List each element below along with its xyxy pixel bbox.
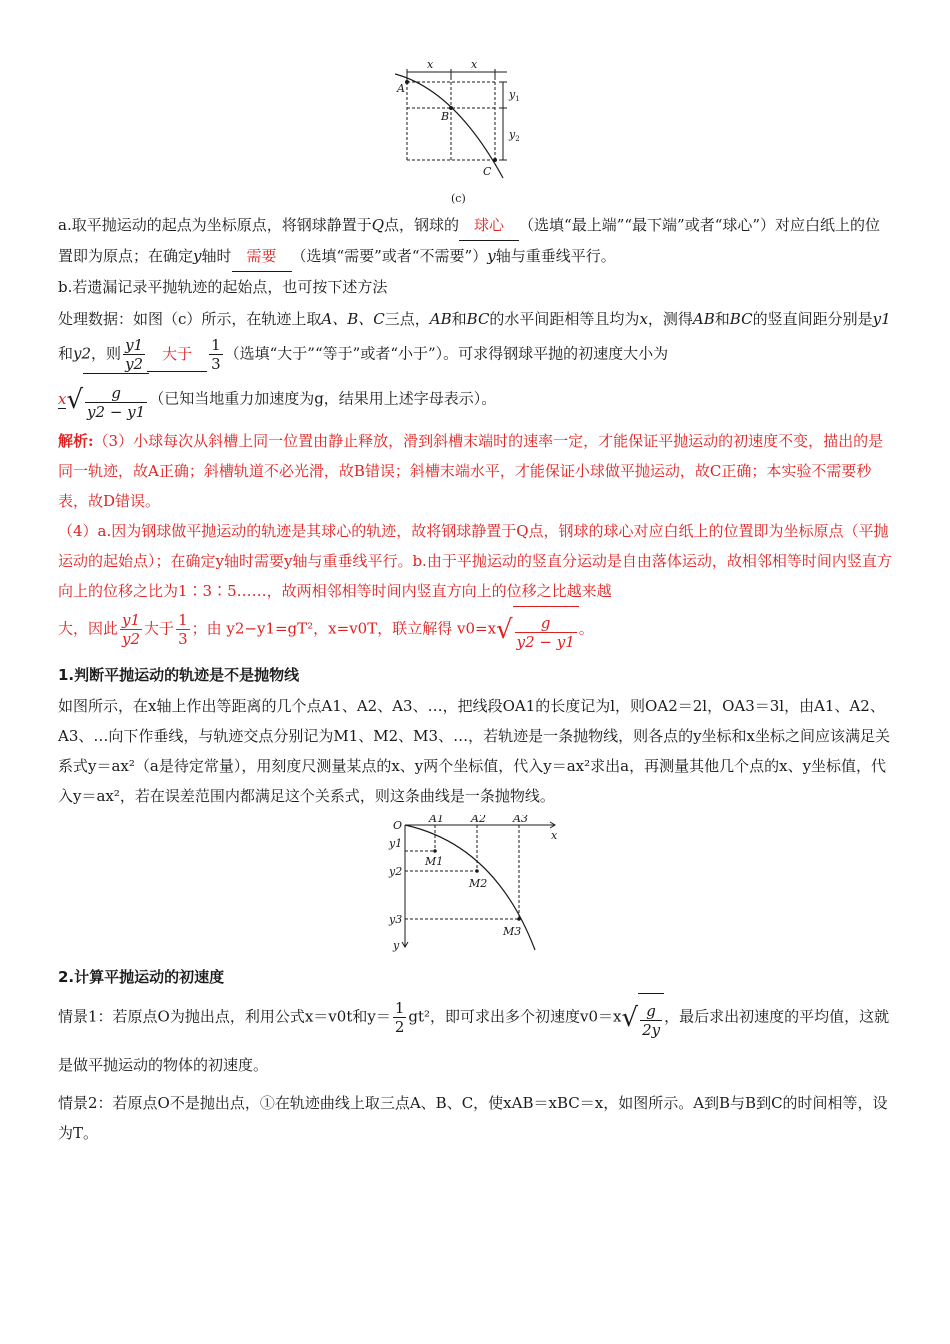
figure-c-diagram — [395, 60, 555, 210]
figure-parabola-diagram — [385, 815, 565, 955]
label-a3: A3 — [513, 815, 528, 825]
paragraph-b: b.若遗漏记录平抛轨迹的起始点，也可按下述方法 — [58, 278, 388, 296]
label-y1: y1 — [389, 837, 403, 850]
section-1-body: 如图所示，在x轴上作出等距离的几个点A1、A2、A3、…，把线段OA1的长度记为l，则OA2＝2l，OA3＝3l，由A1、A2、A3、…向下作垂线，与轨迹交点分别记为M1、M2、M3、…，若轨迹是一条抛物线，则各点的y坐标和x坐标之间应该满足关系式y＝ax²（a是待定常量），用刻度尺测量某点的x、y两个坐标值，代入y＝ax²求出a，再测量其他几个点的x、y坐标值，代入y＝ax²，若在误差范围内都满足这个关系式，则这条曲线是一条抛物线。 — [58, 697, 891, 805]
page — [58, 60, 892, 1148]
paragraph-a: a.取平抛运动的起点为坐标原点，将钢球静置于Q点，钢球的 球心 （选填“最上端”“最下端”或者“球心”）对应白纸上的位置即为原点；在确定y轴时 需要 （选填“需要”或者“不需要”）y轴与重垂线平行。 — [58, 210, 892, 272]
label-y3: y3 — [389, 913, 403, 926]
section-1-title: 1.判断平抛运动的轨迹是不是抛物线 — [58, 666, 300, 684]
analysis-paragraph-2: （4）a.因为钢球做平抛运动的轨迹是其球心的轨迹，故将钢球静置于Q点，钢球的球心对应白纸上的位置即为坐标原点（平抛运动的起始点）；在确定y轴时需要y轴与重垂线平行。b.由于平抛运动的竖直分运动是自由落体运动，故相邻相等时间内竖直方向上的位移之比为1∶3∶5……，故两相邻相等时间内竖直方向上的位移之比越来越 — [58, 522, 892, 600]
analysis-paragraph-1: 解析:（3）小球每次从斜槽上同一位置由静止释放，滑到斜槽末端时的速率一定，才能保证平抛运动的初速度不变，描出的是同一轨迹，故A正确；斜槽轨道不必光滑，故B错误；斜槽末端水平，才能保证小球做平抛运动，故C正确；本实验不需要秒表，故D错误。 — [58, 432, 884, 510]
paragraph-formula: x √ $\frac{g}{y2 - y1}$ （已知当地重力加速度为g，结果用上述字母表示）。 — [58, 373, 892, 426]
label-y2: $y_2$ — [509, 128, 520, 143]
label-m3: M3 — [503, 925, 522, 938]
label-origin: O — [393, 819, 403, 832]
answer-blank-2: 需要 — [232, 241, 292, 272]
label-point-b: B — [441, 110, 450, 123]
label-x-axis: x — [551, 829, 558, 842]
label-point-a: A — [397, 82, 405, 95]
label-y1: $y_1$ — [509, 88, 520, 103]
label-point-c: C — [483, 165, 492, 178]
answer-blank-1: 球心 — [459, 210, 519, 241]
label-a1: A1 — [429, 815, 444, 825]
answer-blank-3: 大于 — [147, 337, 207, 372]
sqrt-formula: √ $\frac{g}{y2 - y1}$ — [66, 373, 149, 426]
label-y-axis: y — [393, 939, 400, 952]
label-a2: A2 — [471, 815, 486, 825]
label-x1: x — [427, 60, 434, 71]
figure-c-caption: (c) — [451, 192, 466, 205]
label-y2: y2 — [389, 865, 403, 878]
section-2-title: 2.计算平抛运动的初速度 — [58, 968, 225, 986]
analysis-paragraph-3: 大，因此 $\frac{y1}{y2}$ 大于 $\frac{1}{3}$ ；由 y2−y1=gT²，x=v0T，联立解得 v0=x √ $\frac{g}{y2 - y1}$ 。 — [58, 606, 892, 653]
label-m1: M1 — [425, 855, 444, 868]
section-2-case-1: 情景1：若原点O为抛出点，利用公式x＝v0t和y＝ $\frac{1}{2}$ gt²，即可求出多个初速度v0＝x √ $\frac{g}{2y}$ ，最后求出初速度的平均值，这就是做平抛运动的物体的初速度。 — [58, 993, 892, 1088]
section-2-case-2: 情景2：若原点O不是抛出点，①在轨迹曲线上取三点A、B、C，使xAB＝xBC＝x，如图所示。A到B与B到C的时间相等，设为T。 — [58, 1094, 888, 1142]
label-x2: x — [471, 60, 478, 71]
label-m2: M2 — [469, 877, 488, 890]
paragraph-procedure: 处理数据：如图（c）所示，在轨迹上取A、B、C三点，AB和BC的水平间距相等且均为x，测得AB和BC的竖直间距分别是y1和y2，则 $\frac{y1}{y2}$ 大于 $\frac{1}{3}$ （选填“大于”“等于”或者“小于”）。可求得钢球平抛的初速度大小为 — [58, 310, 891, 373]
